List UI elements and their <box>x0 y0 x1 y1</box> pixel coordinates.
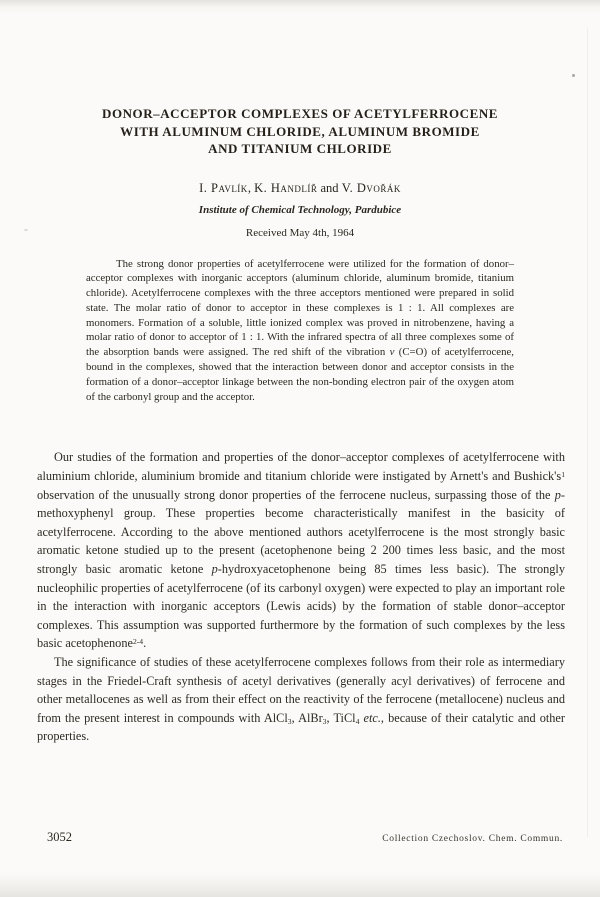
text-segment-sub: 3 <box>287 716 292 726</box>
text-segment-sub: 3 <box>322 716 327 726</box>
page-footer <box>47 830 563 845</box>
journal-name: Collection Czechoslov. Chem. Commun. <box>382 834 563 844</box>
received-date: Received May 4th, 1964 <box>245 226 355 239</box>
author-name-2: K. Handlíř <box>254 180 318 195</box>
article-body <box>37 448 565 746</box>
text-segment: The significance of studies of these acetylferrocene complexes follows from their role as intermediary stages in the Friedel-Craft synthesis of acetyl derivatives (generally acyl derivatives) of ferrocene and other metallocenes as well as from their effect on the reactivity of the ferrocene (metallocene) nucleus and from the present interest in compounds with AlCl <box>37 655 565 725</box>
text-segment: -methoxyphenyl group. These properties become characteristically manifest in the basicity of acetylferrocene. According to the above mentioned authors acetylferrocene is the most strongly basic aromatic ketone studied up to the present (acetophenone being 2 200 times less basic, and the most strongly basic aromatic ketone <box>37 487 565 577</box>
text-segment: The strong donor properties of acetylferrocene were utilized for the formation of donor–acceptor complexes with inorganic acceptors (aluminum chloride, aluminum bromide, titanium chloride). Acetylferrocene complexes with the three acceptors mentioned were prepared in solid state. The molar ratio of donor to acceptor in these complexes is 1 : 1. All complexes are monomers. Formation of a soluble, little ionized complex was proved in nitrobenzene, having a molar ratio of donor to acceptor of 1 : 1. With the infrared spectra of all three complexes some of the absorption bands were assigned. The red shift of the vibration <box>86 257 514 359</box>
title-line-1: DONOR–ACCEPTOR COMPLEXES OF ACETYLFERROCENE <box>102 106 498 121</box>
text-segment-sup: 1 <box>561 469 565 479</box>
author-name-1: I. Pavlík <box>199 180 248 195</box>
affiliation: Institute of Chemical Technology, Pardubice <box>198 203 402 216</box>
article-header <box>0 0 600 239</box>
author-separator: , <box>247 180 255 195</box>
scan-edge-line <box>587 28 588 837</box>
scan-speck <box>24 229 28 231</box>
text-segment: observation of the unusually strong donor properties of the ferrocene nucleus, surpassing those of the <box>37 487 555 502</box>
author-separator: and <box>317 180 342 195</box>
page-number: 3052 <box>47 830 72 844</box>
text-segment-i: ν <box>389 346 395 359</box>
authors-line <box>0 181 600 196</box>
text-segment-i: p <box>554 487 561 502</box>
text-segment: Our studies of the formation and properties of the donor–acceptor complexes of acetylferrocene with aluminium chloride, aluminium bromide and titanium chloride were instigated by Arnett's and Bushick's <box>37 450 565 484</box>
abstract <box>86 257 514 405</box>
scan-speck <box>572 74 575 77</box>
title-line-3: AND TITANIUM CHLORIDE <box>208 141 392 156</box>
text-segment: (C=O) of acetylferrocene, bound in the complexes, showed that the interaction between donor and acceptor consists in the formation of a donor–acceptor linkage between the non-bonding electron pair of the oxygen atom of the carbonyl group and the acceptor. <box>86 346 514 403</box>
text-segment-i: etc. <box>363 710 381 725</box>
paragraph-1 <box>37 448 565 653</box>
text-segment-sub: 4 <box>355 716 360 726</box>
text-segment-i: p <box>211 562 218 577</box>
text-segment: , AlBr <box>291 710 323 725</box>
article-title <box>0 105 600 158</box>
paragraph-2 <box>37 653 565 746</box>
author-name-3: V. Dvořák <box>341 180 401 195</box>
text-segment-sup: 2-4 <box>132 636 144 646</box>
text-segment: , because of their catalytic and other properties. <box>37 710 565 744</box>
title-line-2: WITH ALUMINUM CHLORIDE, ALUMINUM BROMIDE <box>120 123 480 139</box>
text-segment: -hydroxyacetophenone being 85 times less basic). The strongly nucleophilic properties of acetylferrocene (of its carbonyl oxygen) were expected to play an important role in the interaction with inorganic acceptors (Lewis acids) by the formation of stable donor–acceptor complexes. This assumption was supported furthermore by the formation of such complexes by the less basic acetophenone <box>37 562 565 651</box>
text-segment: . <box>143 636 147 651</box>
text-segment: , TiCl <box>326 710 356 725</box>
